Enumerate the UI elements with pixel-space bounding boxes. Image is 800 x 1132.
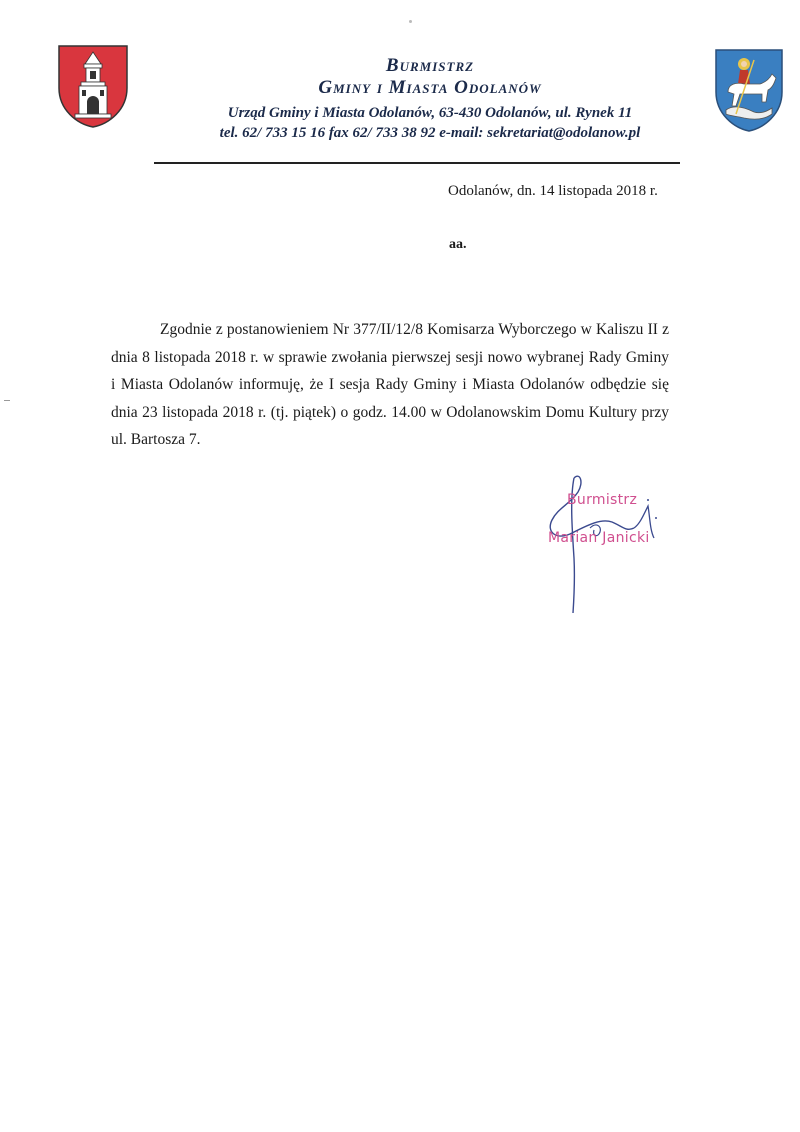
stamp-name: Marian Janicki xyxy=(548,530,650,546)
letter-salutation: aa. xyxy=(449,237,467,252)
scan-dot xyxy=(409,20,412,23)
letter-date: Odolanów, dn. 14 listopada 2018 r. xyxy=(448,183,658,199)
header-divider xyxy=(154,162,680,164)
letterhead-subtitle: Gminy i Miasta Odolanów xyxy=(318,77,542,98)
letterhead-title: Burmistrz xyxy=(385,55,475,76)
letterhead-address: Urząd Gminy i Miasta Odolanów, 63-430 Odolanów, ul. Rynek 11 xyxy=(227,105,633,121)
tower-coat-of-arms-icon xyxy=(57,44,129,128)
horseman-coat-of-arms-icon xyxy=(714,48,784,132)
stamp-title: Burmistrz xyxy=(567,492,638,508)
letterhead-contact: tel. 62/ 733 15 16 fax 62/ 733 38 92 e-mail: sekretariat@odolanow.pl xyxy=(219,125,641,141)
letter-body: Zgodnie z postanowieniem Nr 377/II/12/8 Komisarza Wyborczego w Kaliszu II z dnia 8 listopada 2018 r. w sprawie zwołania pierwszej sesji nowo wybranej Rady Gminy i Miasta Odolanów informuję, że I sesja Rady Gminy i Miasta Odolanów odbędzie się dnia 23 listopada 2018 r. (tj. piątek) o godz. 14.00 w Odolanowskim Domu Kultury przy ul. Bartosza 7. xyxy=(111,321,669,448)
letterhead xyxy=(150,55,710,143)
margin-mark xyxy=(4,400,10,401)
